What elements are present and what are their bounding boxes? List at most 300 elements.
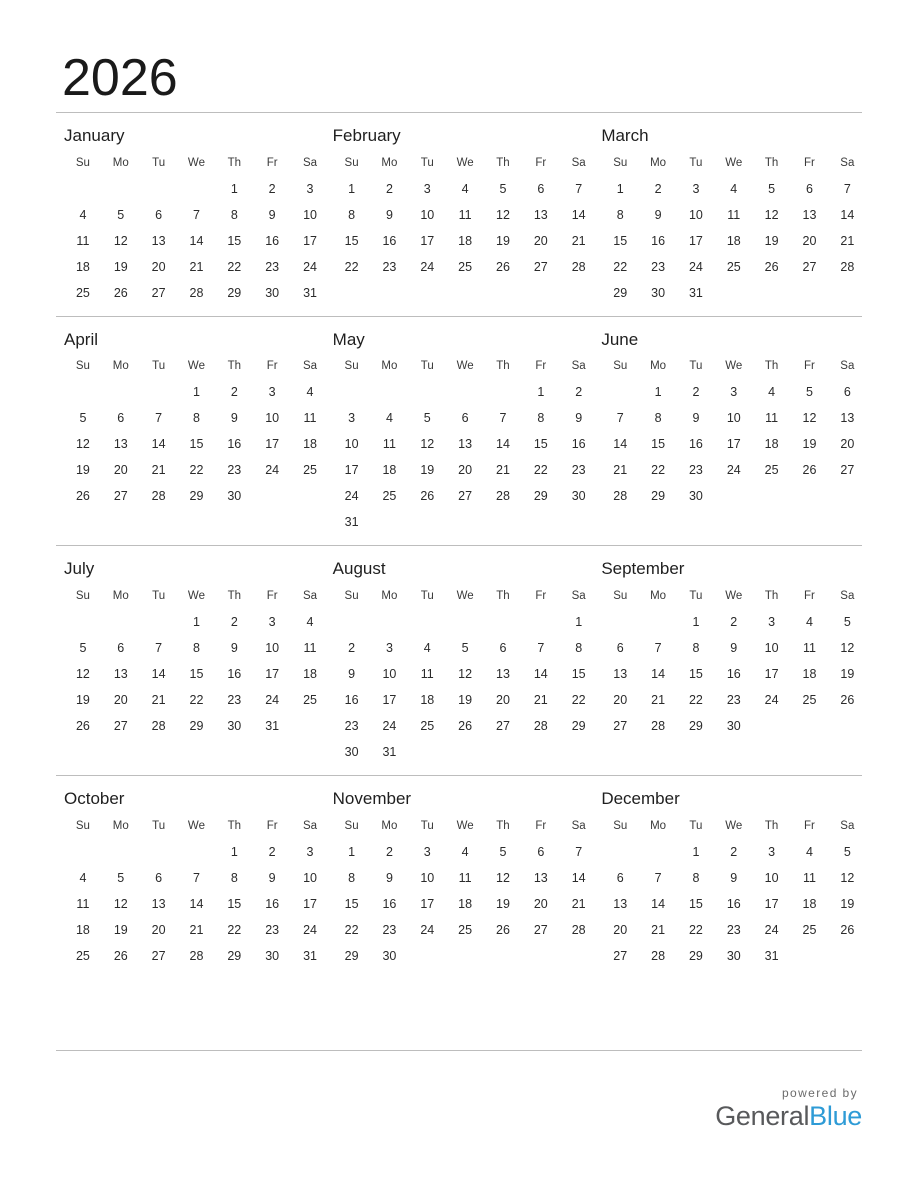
weekday-header: Sa bbox=[840, 156, 855, 169]
day-cell: 2 bbox=[268, 181, 276, 196]
day-cell: 4 bbox=[423, 641, 431, 656]
weekday-header: Th bbox=[496, 360, 510, 373]
day-cell: 20 bbox=[113, 463, 128, 478]
day-cell: 5 bbox=[423, 411, 431, 426]
day-cell: 27 bbox=[113, 489, 128, 504]
day-cell: 12 bbox=[75, 667, 90, 682]
weekday-header: Mo bbox=[650, 156, 667, 169]
day-cell: 29 bbox=[227, 285, 242, 300]
day-cell: 22 bbox=[613, 259, 628, 274]
day-cell bbox=[102, 379, 140, 405]
day-cell: 25 bbox=[726, 259, 741, 274]
day-cell: 31 bbox=[688, 285, 703, 300]
day-cell: 6 bbox=[805, 181, 813, 196]
day-cell: 14 bbox=[496, 437, 510, 452]
week-row bbox=[601, 228, 866, 254]
day-cell: 24 bbox=[420, 922, 435, 937]
day-cell bbox=[140, 176, 178, 202]
day-cell: 10 bbox=[764, 641, 779, 656]
week-row bbox=[333, 635, 598, 661]
weekday-header-row bbox=[601, 358, 866, 379]
day-cell: 10 bbox=[764, 870, 779, 885]
day-cell: 7 bbox=[616, 411, 624, 426]
day-cell: 21 bbox=[151, 693, 166, 708]
day-cell: 28 bbox=[571, 922, 586, 937]
day-cell bbox=[522, 943, 560, 969]
month-name: November bbox=[332, 789, 412, 809]
day-cell: 5 bbox=[79, 641, 87, 656]
day-cell: 3 bbox=[306, 181, 314, 196]
weekday-header: Th bbox=[496, 819, 510, 832]
day-cell: 18 bbox=[802, 896, 817, 911]
day-cell: 4 bbox=[805, 844, 813, 859]
brand-logo bbox=[715, 1101, 862, 1132]
day-cell: 18 bbox=[458, 896, 473, 911]
day-cell: 13 bbox=[533, 207, 548, 222]
weekday-header-row bbox=[64, 818, 329, 839]
day-cell: 8 bbox=[654, 411, 662, 426]
weekday-header: Th bbox=[496, 590, 510, 603]
weekday-header: Sa bbox=[571, 156, 586, 169]
day-cell: 6 bbox=[155, 870, 163, 885]
day-cell: 21 bbox=[571, 896, 586, 911]
day-cell: 10 bbox=[420, 870, 435, 885]
day-cell: 22 bbox=[344, 922, 359, 937]
day-cell: 20 bbox=[496, 693, 510, 708]
day-cell bbox=[791, 280, 829, 306]
day-cell: 24 bbox=[344, 489, 359, 504]
month-name: September bbox=[601, 559, 685, 579]
day-cell: 29 bbox=[533, 489, 548, 504]
day-cell bbox=[446, 609, 484, 635]
weekday-header: Tu bbox=[689, 360, 703, 373]
week-row bbox=[64, 917, 329, 943]
day-cell bbox=[484, 609, 522, 635]
day-cell: 1 bbox=[575, 615, 583, 630]
day-cell: 21 bbox=[496, 463, 510, 478]
day-cell: 13 bbox=[840, 411, 855, 426]
day-cell: 15 bbox=[227, 233, 242, 248]
day-cell bbox=[753, 483, 791, 509]
day-cell: 11 bbox=[76, 233, 90, 248]
month-row bbox=[56, 776, 862, 979]
day-cell: 25 bbox=[458, 259, 473, 274]
day-cell: 21 bbox=[151, 463, 166, 478]
day-cell: 5 bbox=[499, 181, 507, 196]
week-row bbox=[601, 609, 866, 635]
day-cell bbox=[828, 943, 866, 969]
weekday-header-row bbox=[333, 358, 598, 379]
day-cell: 21 bbox=[189, 259, 204, 274]
day-cell: 13 bbox=[113, 437, 128, 452]
day-cell bbox=[64, 176, 102, 202]
day-cell: 2 bbox=[692, 385, 700, 400]
day-cell: 15 bbox=[344, 233, 359, 248]
day-cell: 28 bbox=[151, 489, 166, 504]
day-cell: 17 bbox=[303, 233, 317, 248]
day-cell: 4 bbox=[730, 181, 738, 196]
week-row bbox=[601, 635, 866, 661]
day-cell: 12 bbox=[840, 870, 855, 885]
month-inner bbox=[325, 560, 594, 765]
month-block bbox=[325, 776, 594, 979]
day-cell: 21 bbox=[533, 693, 548, 708]
weekday-header: Su bbox=[344, 819, 359, 832]
month-name: August bbox=[332, 559, 386, 579]
day-cell: 13 bbox=[151, 233, 166, 248]
month-inner bbox=[593, 331, 862, 510]
week-row bbox=[64, 483, 329, 509]
day-cell: 15 bbox=[533, 437, 548, 452]
day-cell: 26 bbox=[458, 719, 473, 734]
day-cell: 30 bbox=[265, 285, 280, 300]
weekday-header: Tu bbox=[152, 360, 166, 373]
day-cell bbox=[178, 176, 216, 202]
day-cell: 20 bbox=[840, 437, 855, 452]
week-row bbox=[601, 280, 866, 306]
day-cell: 6 bbox=[616, 870, 624, 885]
day-cell: 24 bbox=[303, 922, 317, 937]
month-table bbox=[333, 588, 598, 765]
day-cell: 22 bbox=[651, 463, 666, 478]
weekday-header: Th bbox=[227, 819, 241, 832]
month-inner bbox=[593, 127, 862, 306]
day-cell: 9 bbox=[385, 207, 393, 222]
week-row bbox=[601, 483, 866, 509]
month-inner bbox=[56, 127, 325, 306]
day-cell: 4 bbox=[768, 385, 776, 400]
day-cell: 3 bbox=[348, 411, 356, 426]
weekday-header: We bbox=[187, 360, 205, 373]
month-block bbox=[56, 776, 325, 979]
day-cell: 29 bbox=[613, 285, 628, 300]
day-cell bbox=[560, 943, 598, 969]
day-cell: 24 bbox=[265, 693, 280, 708]
day-cell: 23 bbox=[726, 922, 741, 937]
day-cell bbox=[102, 839, 140, 865]
weekday-header: Mo bbox=[650, 819, 667, 832]
day-cell: 21 bbox=[840, 233, 855, 248]
month-name: March bbox=[601, 126, 649, 145]
month-inner bbox=[56, 560, 325, 739]
day-cell: 14 bbox=[651, 896, 666, 911]
day-cell: 13 bbox=[458, 437, 473, 452]
day-cell: 21 bbox=[189, 922, 204, 937]
day-cell: 6 bbox=[616, 641, 624, 656]
brand-name-second: Blue bbox=[809, 1101, 862, 1131]
weekday-header: Th bbox=[227, 360, 241, 373]
day-cell: 21 bbox=[571, 233, 586, 248]
month-inner bbox=[56, 331, 325, 510]
month-table bbox=[333, 358, 598, 535]
day-cell: 30 bbox=[571, 489, 586, 504]
day-cell: 12 bbox=[75, 437, 90, 452]
day-cell: 10 bbox=[265, 641, 280, 656]
week-row bbox=[64, 609, 329, 635]
day-cell: 25 bbox=[75, 285, 90, 300]
week-row bbox=[64, 202, 329, 228]
day-cell: 31 bbox=[382, 745, 397, 760]
day-cell: 30 bbox=[382, 948, 397, 963]
day-cell: 18 bbox=[303, 667, 317, 682]
day-cell bbox=[484, 379, 522, 405]
weekday-header: We bbox=[187, 590, 205, 603]
day-cell: 23 bbox=[227, 463, 242, 478]
day-cell: 19 bbox=[764, 233, 779, 248]
day-cell: 23 bbox=[344, 719, 359, 734]
day-cell: 15 bbox=[189, 437, 204, 452]
week-row bbox=[333, 687, 598, 713]
weekday-header: We bbox=[725, 819, 743, 832]
day-cell bbox=[371, 379, 409, 405]
weekday-header: Sa bbox=[840, 590, 855, 603]
week-row bbox=[601, 891, 866, 917]
month-block bbox=[593, 113, 862, 316]
day-cell: 22 bbox=[227, 259, 242, 274]
day-cell: 30 bbox=[688, 489, 703, 504]
day-cell bbox=[408, 943, 446, 969]
weekday-header-row bbox=[333, 588, 598, 609]
weekday-header-row bbox=[333, 155, 598, 176]
day-cell: 26 bbox=[496, 922, 510, 937]
day-cell: 30 bbox=[344, 745, 359, 760]
day-cell: 29 bbox=[688, 948, 703, 963]
day-cell: 8 bbox=[230, 207, 238, 222]
day-cell: 24 bbox=[688, 259, 703, 274]
month-block bbox=[325, 546, 594, 775]
day-cell: 27 bbox=[613, 719, 628, 734]
weekday-header: Sa bbox=[302, 360, 318, 373]
month-inner bbox=[325, 127, 594, 280]
weekday-header: We bbox=[456, 360, 474, 373]
day-cell: 26 bbox=[840, 922, 855, 937]
day-cell: 4 bbox=[306, 615, 314, 630]
brand-name-first: General bbox=[715, 1101, 810, 1131]
day-cell: 7 bbox=[575, 181, 583, 196]
week-row bbox=[333, 609, 598, 635]
day-cell: 8 bbox=[348, 207, 356, 222]
weekday-header: Tu bbox=[420, 590, 434, 603]
weekday-header: We bbox=[456, 819, 474, 832]
day-cell bbox=[791, 943, 829, 969]
day-cell: 1 bbox=[230, 844, 238, 859]
day-cell: 8 bbox=[692, 870, 700, 885]
weekday-header: Fr bbox=[535, 360, 547, 373]
month-name: July bbox=[64, 559, 95, 579]
day-cell: 28 bbox=[651, 948, 666, 963]
day-cell: 2 bbox=[348, 641, 356, 656]
weekday-header: Mo bbox=[112, 360, 129, 373]
day-cell: 27 bbox=[533, 922, 548, 937]
weekday-header: Fr bbox=[804, 360, 815, 373]
day-cell: 28 bbox=[840, 259, 855, 274]
day-cell: 26 bbox=[113, 948, 128, 963]
weekday-header: Su bbox=[75, 819, 90, 832]
weekday-header: Tu bbox=[689, 590, 703, 603]
day-cell: 6 bbox=[537, 844, 545, 859]
day-cell bbox=[446, 509, 484, 535]
day-cell: 23 bbox=[382, 922, 397, 937]
day-cell: 6 bbox=[843, 385, 851, 400]
day-cell: 19 bbox=[840, 667, 855, 682]
week-row bbox=[333, 509, 598, 535]
day-cell: 16 bbox=[688, 437, 703, 452]
day-cell bbox=[102, 609, 140, 635]
week-row bbox=[601, 943, 866, 969]
day-cell: 14 bbox=[189, 896, 204, 911]
day-cell: 28 bbox=[189, 948, 204, 963]
day-cell: 4 bbox=[79, 870, 87, 885]
day-cell: 9 bbox=[230, 411, 238, 426]
day-cell: 24 bbox=[382, 719, 397, 734]
weekday-header: Th bbox=[496, 156, 510, 169]
day-cell: 11 bbox=[76, 896, 90, 911]
weekday-header: Th bbox=[227, 590, 241, 603]
day-cell: 11 bbox=[420, 667, 434, 682]
day-cell: 20 bbox=[458, 463, 473, 478]
day-cell: 19 bbox=[496, 896, 510, 911]
week-row bbox=[601, 379, 866, 405]
day-cell bbox=[64, 609, 102, 635]
day-cell: 14 bbox=[151, 437, 166, 452]
month-name: May bbox=[332, 329, 365, 349]
day-cell: 26 bbox=[496, 259, 510, 274]
weekday-header: Sa bbox=[302, 819, 318, 832]
day-cell: 16 bbox=[265, 233, 280, 248]
day-cell: 2 bbox=[575, 385, 583, 400]
day-cell: 1 bbox=[230, 181, 238, 196]
day-cell: 5 bbox=[768, 181, 776, 196]
day-cell: 12 bbox=[458, 667, 473, 682]
weekday-header: Mo bbox=[650, 360, 667, 373]
weekday-header: Sa bbox=[571, 819, 586, 832]
month-block bbox=[56, 317, 325, 546]
day-cell: 13 bbox=[613, 896, 628, 911]
month-name: February bbox=[332, 126, 401, 145]
month-name: January bbox=[64, 126, 125, 145]
day-cell: 12 bbox=[420, 437, 435, 452]
week-row bbox=[333, 457, 598, 483]
day-cell: 8 bbox=[537, 411, 545, 426]
day-cell: 13 bbox=[151, 896, 166, 911]
day-cell: 16 bbox=[382, 896, 397, 911]
day-cell: 29 bbox=[189, 719, 204, 734]
day-cell: 17 bbox=[764, 667, 779, 682]
day-cell: 9 bbox=[692, 411, 700, 426]
month-block bbox=[325, 113, 594, 316]
day-cell: 27 bbox=[802, 259, 817, 274]
month-inner bbox=[56, 790, 325, 969]
day-cell: 17 bbox=[303, 896, 317, 911]
day-cell: 9 bbox=[730, 641, 738, 656]
week-row bbox=[64, 379, 329, 405]
day-cell: 17 bbox=[265, 667, 280, 682]
day-cell: 11 bbox=[765, 411, 779, 426]
day-cell: 2 bbox=[385, 844, 393, 859]
day-cell bbox=[828, 713, 866, 739]
day-cell: 29 bbox=[344, 948, 359, 963]
day-cell: 7 bbox=[192, 207, 200, 222]
day-cell: 19 bbox=[802, 437, 817, 452]
day-cell bbox=[753, 280, 791, 306]
day-cell: 28 bbox=[151, 719, 166, 734]
day-cell: 10 bbox=[420, 207, 435, 222]
week-row bbox=[333, 483, 598, 509]
month-inner bbox=[325, 331, 594, 536]
day-cell: 5 bbox=[843, 615, 851, 630]
weekday-header: Mo bbox=[381, 156, 398, 169]
month-block bbox=[56, 546, 325, 775]
day-cell: 29 bbox=[688, 719, 703, 734]
day-cell: 28 bbox=[496, 489, 510, 504]
day-cell: 4 bbox=[461, 181, 469, 196]
weekday-header: Fr bbox=[804, 590, 815, 603]
day-cell: 1 bbox=[192, 615, 200, 630]
month-table bbox=[601, 818, 866, 969]
month-table bbox=[64, 358, 329, 509]
day-cell: 14 bbox=[189, 233, 204, 248]
week-row bbox=[601, 713, 866, 739]
day-cell bbox=[140, 609, 178, 635]
day-cell: 26 bbox=[802, 463, 817, 478]
day-cell: 31 bbox=[344, 515, 359, 530]
day-cell: 27 bbox=[113, 719, 128, 734]
month-table bbox=[64, 155, 329, 306]
day-cell: 5 bbox=[461, 641, 469, 656]
day-cell: 5 bbox=[117, 870, 125, 885]
day-cell: 14 bbox=[571, 870, 586, 885]
weekday-header: Sa bbox=[571, 590, 586, 603]
day-cell: 26 bbox=[764, 259, 779, 274]
day-cell: 10 bbox=[382, 667, 397, 682]
day-cell: 31 bbox=[764, 948, 779, 963]
day-cell: 1 bbox=[692, 615, 700, 630]
weekday-header: Tu bbox=[152, 156, 166, 169]
month-block bbox=[593, 776, 862, 979]
day-cell: 22 bbox=[571, 693, 586, 708]
day-cell bbox=[253, 483, 291, 509]
day-cell bbox=[753, 713, 791, 739]
day-cell: 24 bbox=[764, 693, 779, 708]
day-cell bbox=[715, 280, 753, 306]
week-row bbox=[601, 687, 866, 713]
day-cell: 26 bbox=[75, 719, 90, 734]
day-cell: 4 bbox=[805, 615, 813, 630]
weekday-header-row bbox=[64, 588, 329, 609]
day-cell bbox=[791, 483, 829, 509]
day-cell: 30 bbox=[227, 489, 242, 504]
day-cell: 23 bbox=[265, 922, 280, 937]
day-cell: 7 bbox=[499, 411, 507, 426]
day-cell: 24 bbox=[265, 463, 280, 478]
day-cell bbox=[64, 379, 102, 405]
day-cell: 15 bbox=[651, 437, 666, 452]
weekday-header: Sa bbox=[302, 590, 318, 603]
day-cell: 25 bbox=[458, 922, 473, 937]
day-cell: 2 bbox=[230, 615, 238, 630]
weekday-header: Tu bbox=[689, 156, 703, 169]
day-cell: 15 bbox=[688, 667, 703, 682]
weekday-header: Fr bbox=[266, 156, 278, 169]
day-cell bbox=[102, 176, 140, 202]
day-cell: 6 bbox=[155, 207, 163, 222]
day-cell: 15 bbox=[571, 667, 586, 682]
week-row bbox=[64, 865, 329, 891]
day-cell: 25 bbox=[802, 693, 817, 708]
day-cell: 7 bbox=[654, 870, 662, 885]
month-row bbox=[56, 113, 862, 316]
day-cell: 31 bbox=[265, 719, 280, 734]
